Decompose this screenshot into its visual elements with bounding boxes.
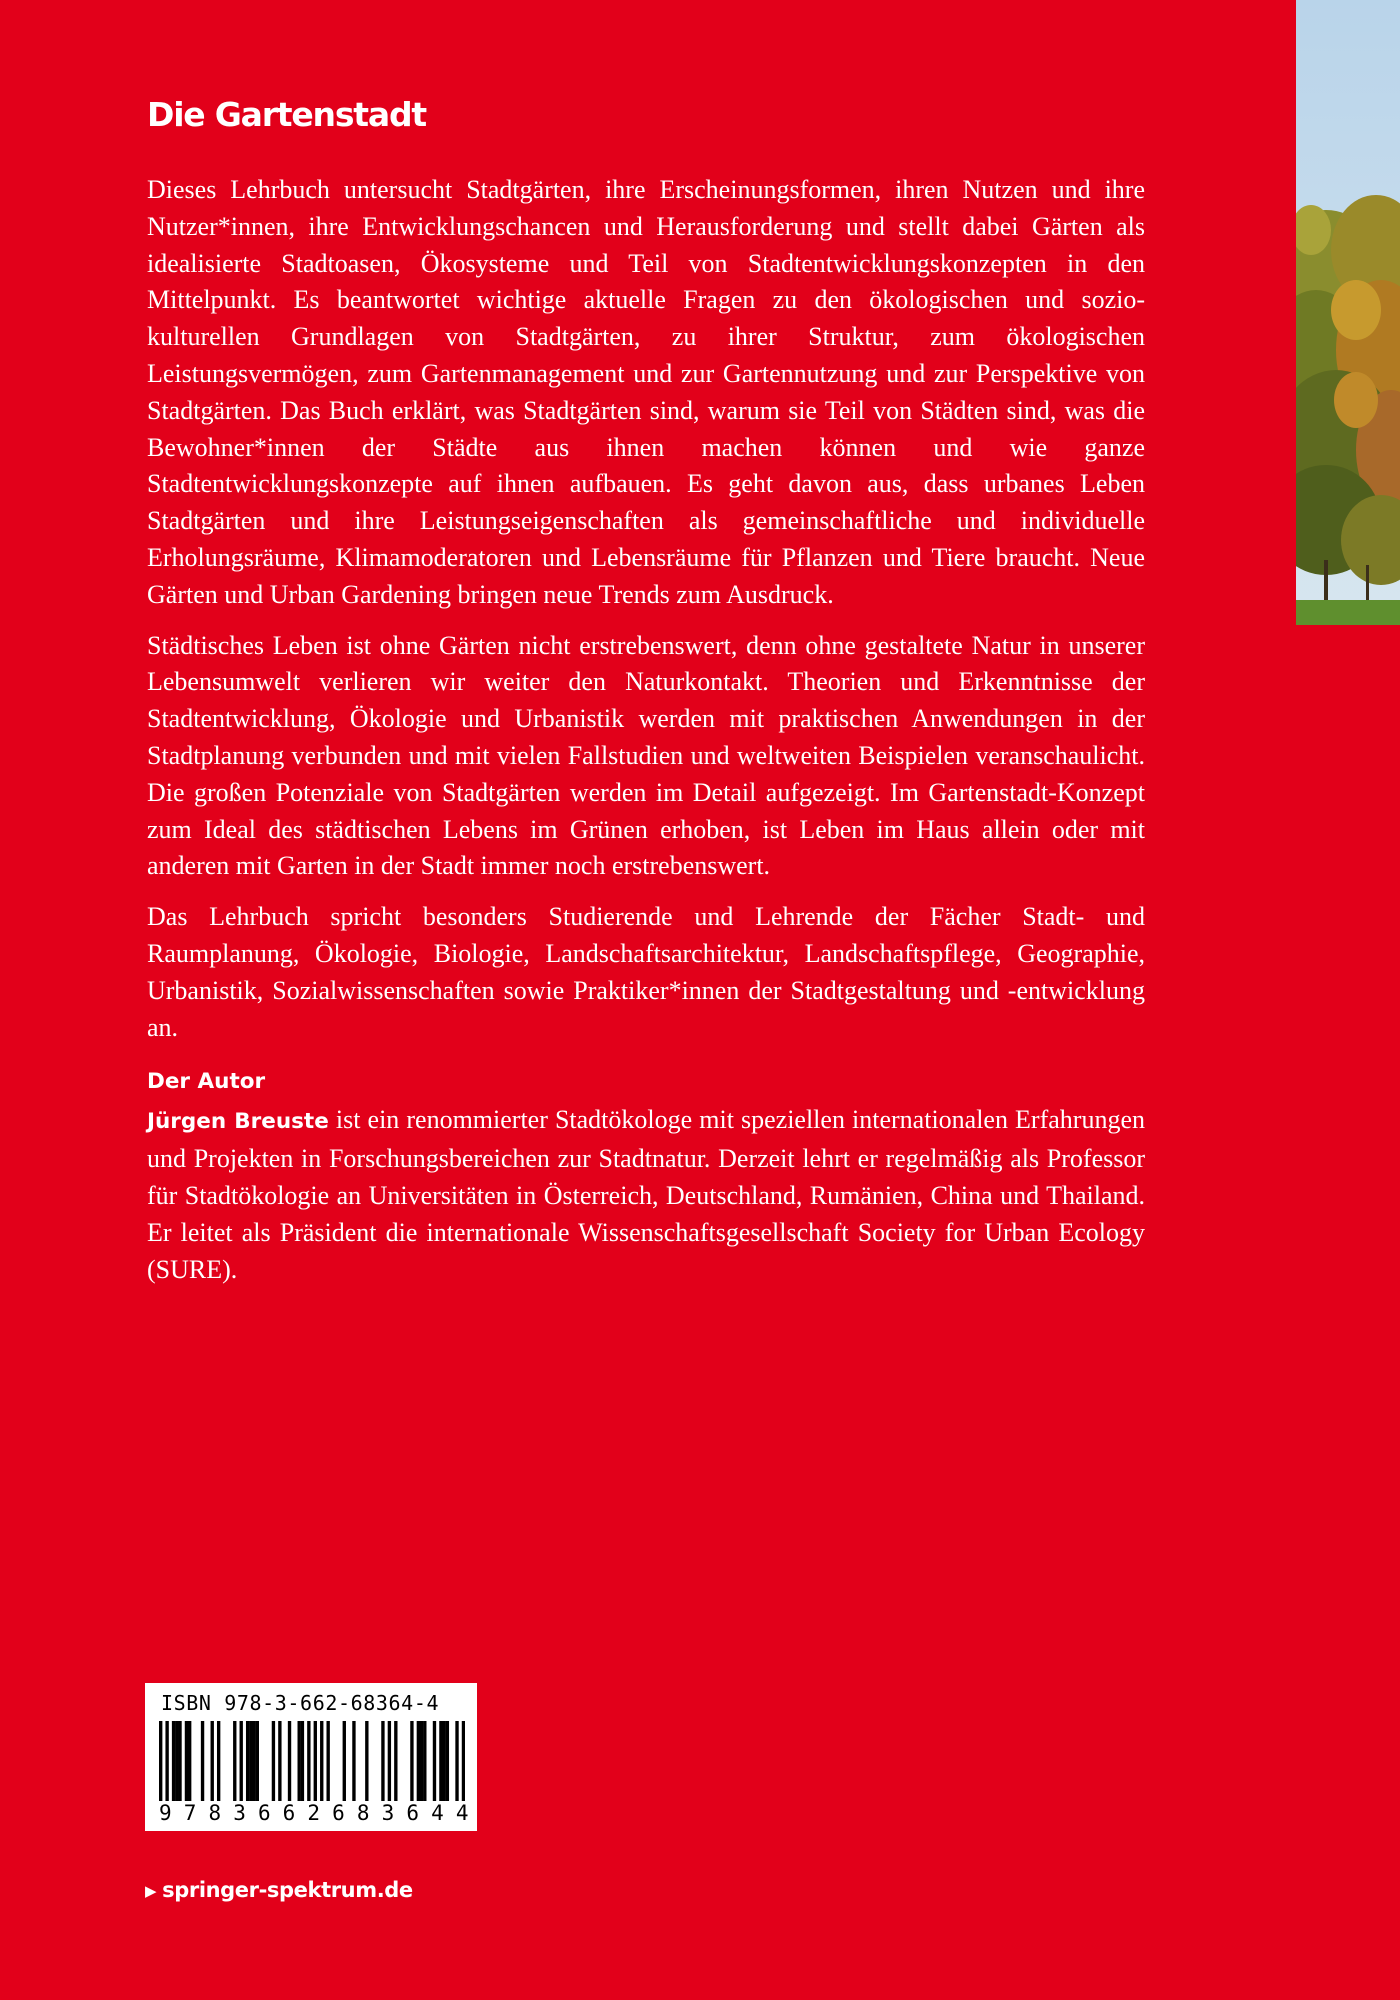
barcode-bar [417, 1721, 420, 1801]
barcode-bar [388, 1721, 391, 1801]
barcode-bar [252, 1721, 255, 1801]
author-name: Jürgen Breuste [147, 1109, 329, 1135]
barcode-bar [423, 1721, 426, 1801]
barcode-bar [188, 1721, 191, 1801]
isbn-barcode [145, 1683, 477, 1831]
cover-text [147, 90, 1145, 1302]
cover-photo-trees [1296, 0, 1400, 625]
author-heading: Der Autor [147, 1069, 266, 1095]
barcode-bar [172, 1721, 175, 1801]
barcode-bar [217, 1721, 220, 1801]
barcode-bar [307, 1721, 310, 1801]
barcode-bar [420, 1721, 423, 1801]
isbn-label: ISBN 978-3-662-68364-4 [161, 1691, 440, 1715]
barcode-digits: 9 7 8 3 6 6 2 6 8 3 6 4 4 [159, 1801, 469, 1825]
barcode-bar [240, 1721, 243, 1801]
author-bio [147, 1102, 1145, 1288]
barcode-bar [185, 1721, 188, 1801]
barcode-bar [381, 1721, 384, 1801]
description-paragraph-3: Das Lehrbuch spricht besonders Studierende und Lehrende der Fächer Stadt- und Raumplanung, Ökologie, Biologie, Landschaftsarchitektur, Landschaftspflege, Geographie, Urbanistik, Sozialwissenschaften sowie Praktiker*innen der Stadtgestaltung und -entwicklung an. [147, 902, 1145, 1042]
barcode-bar [246, 1721, 249, 1801]
barcode-bar [175, 1721, 178, 1801]
barcode-bar [442, 1721, 445, 1801]
barcode-bar [365, 1721, 368, 1801]
barcode-bar [462, 1721, 465, 1801]
barcode-bar [272, 1721, 275, 1801]
barcode-bar [249, 1721, 252, 1801]
barcode-bar [159, 1721, 162, 1801]
barcode-bar [394, 1721, 397, 1801]
description-paragraph-2: Städtisches Leben ist ohne Gärten nicht erstrebenswert, denn ohne gestaltete Natur in unserer Lebensumwelt verlieren wir weiter den Naturkontakt. Theorien und Erkenntnisse der Stadtentwicklung, Ökologie und Urbanistik werden mit praktischen Anwendungen in der Stadtplanung verbunden und mit vielen Fallstudien und weltweiten Beispielen veranschaulicht. Die großen Potenziale von Stadtgärten werden im Detail aufgezeigt. Im Gartenstadt-Konzept zum Ideal des städtischen Lebens im Grünen erhoben, ist Leben im Haus allein oder mit anderen mit Garten in der Stadt immer noch erstrebenswert. [147, 630, 1145, 881]
barcode-bar [410, 1721, 413, 1801]
barcode-bar [201, 1721, 204, 1801]
barcode-bar [288, 1721, 291, 1801]
barcode-bar [320, 1721, 323, 1801]
barcode-bar [211, 1721, 214, 1801]
barcode-bar [301, 1721, 304, 1801]
barcode-bar [343, 1721, 346, 1801]
barcode-bar [455, 1721, 458, 1801]
barcode-bar [233, 1721, 236, 1801]
publisher-website[interactable] [145, 1878, 413, 1902]
barcode-bar [165, 1721, 168, 1801]
website-text: springer-spektrum.de [162, 1878, 413, 1902]
barcode-bars [159, 1721, 465, 1801]
book-title: Die Gartenstadt [147, 95, 426, 134]
barcode-bar [446, 1721, 449, 1801]
author-bio-text: ist ein renommierter Stadtökologe mit speziellen internationalen Erfahrungen und Projekten in Forschungsbereichen zur Stadtnatur. Derzeit lehrt er regelmäßig als Professor für Stadtökologie an Universitäten in Österreich, Deutschland, Rumänien, China und Thailand. Er leitet als Präsident die internationale Wissenschaftsgesellschaft Society for Urban Ecology (SURE). [147, 1105, 1145, 1284]
play-arrow-icon: ▶ [145, 1882, 157, 1900]
barcode-bar [278, 1721, 281, 1801]
barcode-bar [314, 1721, 317, 1801]
barcode-bar [256, 1721, 259, 1801]
barcode-bar [433, 1721, 436, 1801]
barcode-bar [352, 1721, 355, 1801]
barcode-bar [326, 1721, 329, 1801]
description-paragraph-1: Dieses Lehrbuch untersucht Stadtgärten, ihre Erscheinungsformen, ihren Nutzen und ihre Nutzer*innen, ihre Entwicklungschancen und Herausforderung und stellt dabei Gärten als idealisierte Stadtoasen, Ökosysteme und Teil von Stadtentwicklungskonzepten in den Mittelpunkt. Es beantwortet wichtige aktuelle Fragen zu den ökologischen und sozio-kulturellen Grundlagen von Stadtgärten, zu ihrer Struktur, zum ökologischen Leistungsvermögen, zum Gartenmanagement und zur Gartennutzung und zur Perspektive von Stadtgärten. Das Buch erklärt, was Stadtgärten sind, warum sie Teil von Städten sind, was die Bewohner*innen der Städte aus ihnen machen können und wie ganze Stadtentwicklungskonzepte auf ihnen aufbauen. Es geht davon aus, dass urbanes Leben Stadtgärten und ihre Leistungseigenschaften als gemeinschaftliche und individuelle Erholungsräume, Klimamoderatoren und Lebensräume für Pflanzen und Tiere braucht. Neue Gärten und Urban Gardening bringen neue Trends zum Ausdruck. [147, 175, 1145, 609]
barcode-bar [178, 1721, 181, 1801]
barcode-bar [439, 1721, 442, 1801]
barcode-bar [298, 1721, 301, 1801]
